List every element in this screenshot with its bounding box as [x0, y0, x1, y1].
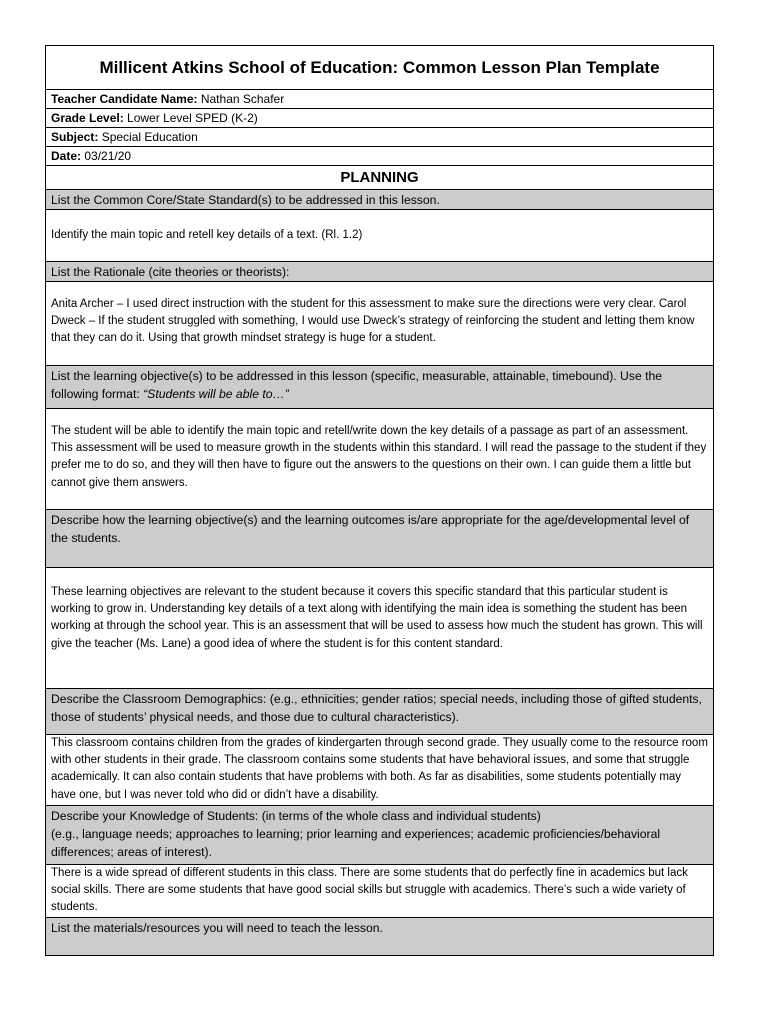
appropriateness-prompt-row — [46, 510, 714, 568]
knowledge-prompt: Describe your Knowledge of Students: (in terms of the whole class and individual students) — [51, 809, 541, 823]
objectives-prompt-cell — [46, 366, 714, 409]
subject-cell — [46, 128, 714, 147]
teacher-name-label: Teacher Candidate Name: — [51, 92, 198, 106]
teacher-name-value: Nathan Schafer — [200, 92, 285, 106]
knowledge-prompt-detail: (e.g., language needs; approaches to learning; prior learning and experiences; academic proficiencies/behavioral differences; areas of interest). — [51, 827, 661, 859]
objectives-prompt-row — [46, 366, 714, 409]
objectives-response: The student will be able to identify the main topic and retell/write down the key details of a passage as part of an assessment. This assessment will be used to measure growth in the students within this standard. I will read the passage to the student if they prefer me to do so, and they will then have to figure out the answers to the questions on their own. I can guide them a little but cannot give them answers. — [46, 409, 714, 510]
demographics-prompt-row — [46, 689, 714, 735]
grade-level-label: Grade Level: — [51, 111, 124, 125]
grade-level-cell — [46, 109, 714, 128]
subject-label: Subject: — [51, 130, 99, 144]
date-label: Date: — [51, 149, 82, 163]
appropriateness-prompt: Describe how the learning objective(s) and the learning outcomes is/are appropriate for the age/developmental level of the students. — [46, 510, 714, 568]
knowledge-prompt-row — [46, 806, 714, 865]
lesson-plan-table — [45, 45, 714, 956]
materials-prompt: List the materials/resources you will need to teach the lesson. — [46, 917, 714, 955]
rationale-response: Anita Archer – I used direct instruction with the student for this assessment to make sure the directions were very clear. Carol Dweck – If the student struggled with something, I would use Dweck’s strategy of reinforcing the student and letting them know that they can do it. Using that growth mindset strategy is huge for a student. — [46, 282, 714, 366]
appropriateness-response-row — [46, 568, 714, 689]
standards-response-row — [46, 210, 714, 262]
rationale-prompt: List the Rationale (cite theories or theorists): — [46, 262, 714, 282]
document-title: Millicent Atkins School of Education: Common Lesson Plan Template — [46, 46, 714, 90]
date-value: 03/21/20 — [84, 149, 132, 163]
teacher-name-cell — [46, 90, 714, 109]
materials-prompt-row — [46, 917, 714, 955]
knowledge-response-row — [46, 865, 714, 918]
info-row-teacher — [46, 90, 714, 109]
rationale-response-row — [46, 282, 714, 366]
knowledge-response: There is a wide spread of different students in this class. There are some students that do perfectly fine in academics but lack social skills. There are some students that have good social skills but struggle with academics. There’s such a wide variety of students. — [46, 865, 714, 918]
info-row-grade — [46, 109, 714, 128]
demographics-prompt: Describe the Classroom Demographics: (e.g., ethnicities; gender ratios; special needs, including those of gifted students, those of students’ physical needs, and those due to cultural characteristics). — [46, 689, 714, 735]
title-row — [46, 46, 714, 90]
standards-prompt: List the Common Core/State Standard(s) to be addressed in this lesson. — [46, 190, 714, 210]
knowledge-prompt-cell — [46, 806, 714, 865]
info-row-date — [46, 147, 714, 166]
subject-value: Special Education — [101, 130, 198, 144]
rationale-prompt-row — [46, 262, 714, 282]
demographics-response-row — [46, 735, 714, 806]
date-cell — [46, 147, 714, 166]
grade-level-value: Lower Level SPED (K-2) — [127, 111, 258, 125]
standards-response: Identify the main topic and retell key details of a text. (Rl. 1.2) — [46, 210, 714, 262]
planning-row — [46, 166, 714, 190]
objectives-response-row — [46, 409, 714, 510]
demographics-response: This classroom contains children from the grades of kindergarten through second grade. They usually come to the resource room with other students in their grade. The classroom contains some students that have behavioral issues, and some that struggle academically. It can also contain students that have problems with both. As far as disabilities, some students potentially may have one, but I was never told who did or didn’t have a disability. — [46, 735, 714, 806]
info-row-subject — [46, 128, 714, 147]
planning-heading: PLANNING — [46, 166, 714, 190]
standards-prompt-row — [46, 190, 714, 210]
objectives-prompt: List the learning objective(s) to be addressed in this lesson (specific, measurable, attainable, timebound). Use the following format: — [51, 369, 663, 401]
appropriateness-response: These learning objectives are relevant to the student because it covers this specific standard that this particular student is working to grow in. Understanding key details of a text along with identifying the main idea is something the student has been working at through the school year. This is an assessment that will be used to assess how much the student has grown. This will give the teacher (Ms. Lane) a good idea of where the student is for this content standard. — [46, 568, 714, 689]
objectives-format: “Students will be able to…” — [143, 387, 289, 401]
